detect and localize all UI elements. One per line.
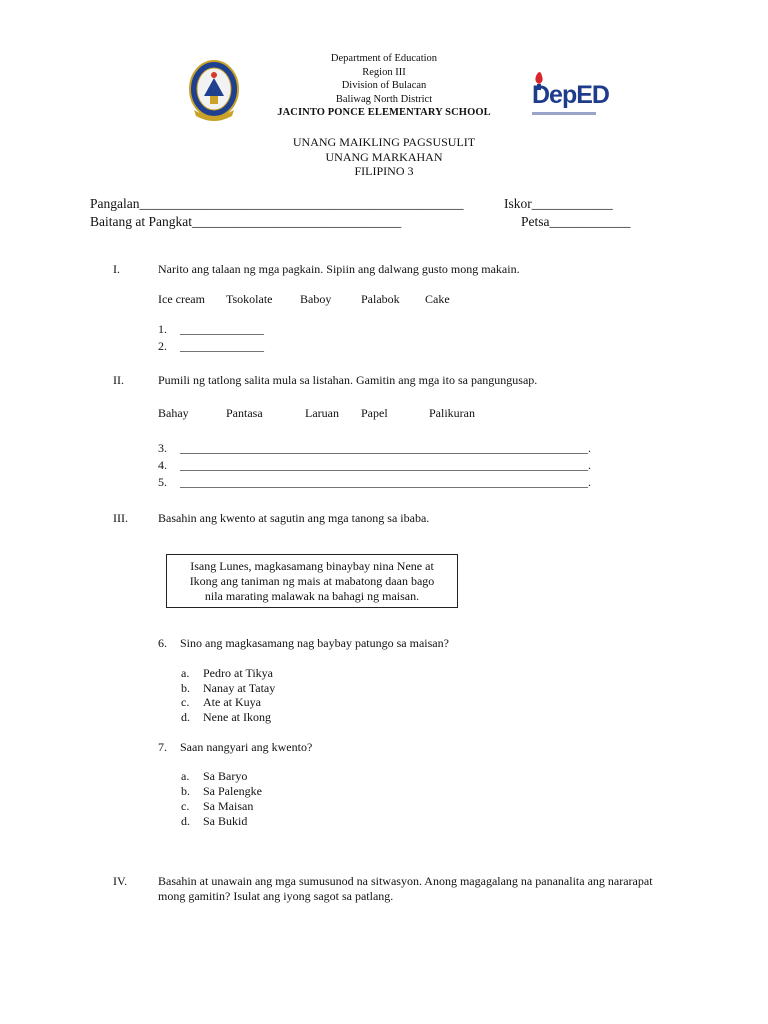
word-option: Laruan (305, 406, 339, 420)
story-line: nila marating malawak na bahagi ng maisan. (204, 589, 420, 603)
pangalan-field[interactable]: Pangalan________________________________________________ (90, 196, 464, 211)
header-district: Baliwag North District (335, 93, 433, 105)
choice-text[interactable]: Nanay at Tatay (203, 681, 276, 695)
section-1-numeral: I. (113, 262, 120, 276)
petsa-field[interactable]: Petsa____________ (521, 214, 631, 229)
sentence-blank[interactable]: ____________________________________________________________________. (180, 475, 591, 489)
word-option: Papel (361, 406, 388, 420)
section-2-numeral: II. (113, 373, 124, 387)
choice-text[interactable]: Sa Bukid (203, 814, 248, 828)
story-line: Ikong ang taniman ng mais at mabatong daan bago (189, 574, 435, 588)
sentence-blank[interactable]: ____________________________________________________________________. (180, 458, 591, 472)
section-3-numeral: III. (113, 511, 128, 525)
food-word: Ice cream (158, 292, 205, 306)
choice-text[interactable]: Sa Maisan (203, 799, 254, 813)
baitang-field[interactable]: Baitang at Pangkat_______________________________ (90, 214, 402, 229)
header-region: Region III (362, 66, 406, 78)
food-word: Tsokolate (226, 292, 273, 306)
choice-text[interactable]: Pedro at Tikya (203, 666, 274, 680)
section-1-instruction: Narito ang talaan ng mga pagkain. Sipiin ang dalwang gusto mong makain. (158, 262, 520, 276)
section-4-instruction-line-1: Basahin at unawain ang mga sumusunod na sitwasyon. Anong magagalang na pananalita ang nararapat (158, 874, 653, 888)
school-name: JACINTO PONCE ELEMENTARY SCHOOL (277, 107, 491, 118)
choice-letter: b. (181, 681, 190, 695)
title-line-3: FILIPINO 3 (354, 164, 414, 178)
choice-letter: d. (181, 814, 190, 828)
choice-text[interactable]: Ate at Kuya (203, 695, 261, 709)
header-department: Department of Education (330, 53, 438, 64)
header-school (0, 106, 768, 120)
choice-text[interactable]: Sa Palengke (203, 784, 262, 798)
choice-letter: c. (181, 799, 190, 813)
choice-letter: b. (181, 784, 190, 798)
iskor-field[interactable]: Iskor____________ (504, 196, 613, 211)
answer-blank[interactable]: ______________ (180, 339, 264, 353)
story-line: Isang Lunes, magkasamang binaybay nina Nene at (190, 559, 434, 573)
answer-number: 4. (158, 458, 167, 472)
food-word: Cake (425, 292, 450, 306)
deped-logo-text: DepED (532, 81, 609, 109)
choice-text[interactable]: Nene at Ikong (203, 710, 271, 724)
choice-letter: d. (181, 710, 190, 724)
header-division: Division of Bulacan (341, 80, 427, 91)
choice-letter: a. (181, 666, 190, 680)
section-4-numeral: IV. (113, 874, 128, 888)
answer-blank[interactable]: ______________ (180, 322, 264, 336)
story-box (166, 554, 458, 608)
section-3-instruction: Basahin ang kwento at sagutin ang mga tanong sa ibaba. (158, 511, 430, 525)
title-line-2: UNANG MARKAHAN (325, 149, 443, 164)
choice-text[interactable]: Sa Baryo (203, 769, 248, 783)
food-word: Palabok (361, 292, 400, 306)
title-line-1: UNANG MAIKLING PAGSUSULIT (292, 135, 476, 149)
header-block (0, 52, 768, 120)
answer-number: 1. (158, 322, 167, 336)
section-2-instruction: Pumili ng tatlong salita mula sa listahan. Gamitin ang mga ito sa pangungusap. (158, 373, 538, 387)
answer-number: 3. (158, 441, 167, 455)
section-4-instruction-line-2: mong gamitin? Isulat ang iyong sagot sa patlang. (158, 889, 394, 903)
food-word: Baboy (300, 292, 332, 306)
question-text: Saan nangyari ang kwento? (180, 740, 313, 754)
question-text: Sino ang magkasamang nag baybay patungo sa maisan? (180, 636, 449, 650)
quiz-title (0, 135, 768, 179)
word-option: Pantasa (226, 406, 263, 420)
answer-number: 2. (158, 339, 167, 353)
word-option: Bahay (158, 406, 189, 420)
question-number: 6. (158, 636, 167, 650)
choice-letter: a. (181, 769, 190, 783)
question-number: 7. (158, 740, 167, 754)
choice-letter: c. (181, 695, 190, 709)
word-option: Palikuran (429, 406, 475, 420)
answer-number: 5. (158, 475, 167, 489)
sentence-blank[interactable]: ____________________________________________________________________. (180, 441, 591, 455)
